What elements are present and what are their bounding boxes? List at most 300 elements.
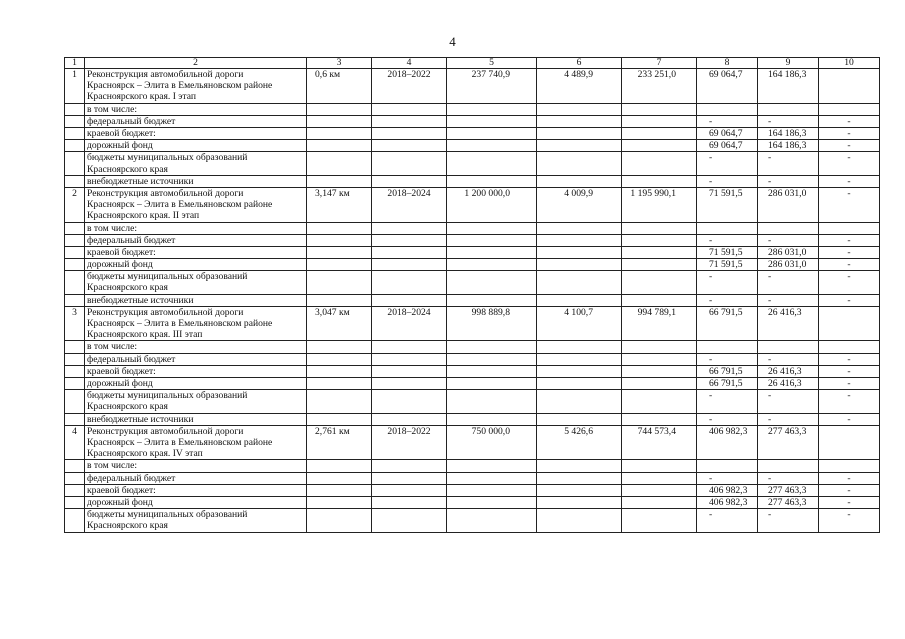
col10-cell: - bbox=[819, 353, 880, 365]
col8-cell: 406 982,3 bbox=[697, 496, 758, 508]
col7-cell bbox=[622, 271, 697, 294]
description-line: Красноярского края. II этап bbox=[87, 210, 200, 222]
col10-cell: - bbox=[819, 152, 880, 175]
col7-cell bbox=[622, 127, 697, 139]
period-cell bbox=[372, 259, 447, 271]
description-line: в том числе: bbox=[87, 222, 138, 234]
total-cost-cell bbox=[447, 378, 537, 390]
col9-cell: - bbox=[758, 152, 819, 175]
col8-cell: 66 791,5 bbox=[697, 365, 758, 377]
col8-cell: 71 591,5 bbox=[697, 246, 758, 258]
col9-cell: 277 463,3 bbox=[758, 484, 819, 496]
description-cell bbox=[85, 365, 307, 377]
col7-cell bbox=[622, 365, 697, 377]
col9-cell: - bbox=[758, 353, 819, 365]
description-cell bbox=[85, 294, 307, 306]
col8-cell: - bbox=[697, 353, 758, 365]
row-number bbox=[65, 509, 85, 532]
description-cell bbox=[85, 341, 307, 353]
col7-cell bbox=[622, 413, 697, 425]
description-cell bbox=[85, 425, 307, 460]
table-row bbox=[65, 353, 880, 365]
col6-cell bbox=[537, 353, 622, 365]
description-line: федеральный бюджет bbox=[87, 472, 176, 484]
period-cell bbox=[372, 472, 447, 484]
col8-cell: 69 064,7 bbox=[697, 140, 758, 152]
period-cell: 2018–2024 bbox=[372, 187, 447, 222]
col6-cell bbox=[537, 127, 622, 139]
col8-cell bbox=[697, 222, 758, 234]
description-line: краевой бюджет: bbox=[87, 246, 156, 258]
header-cell: 1 bbox=[65, 58, 85, 69]
col7-cell bbox=[622, 175, 697, 187]
total-cost-cell bbox=[447, 484, 537, 496]
header-cell: 2 bbox=[85, 58, 307, 69]
col7-cell bbox=[622, 246, 697, 258]
length-cell bbox=[307, 353, 372, 365]
row-number bbox=[65, 152, 85, 175]
description-line: Реконструкция автомобильной дороги bbox=[87, 69, 244, 80]
total-cost-cell bbox=[447, 140, 537, 152]
col6-cell: 5 426,6 bbox=[537, 425, 622, 460]
col8-cell: - bbox=[697, 390, 758, 413]
col7-cell bbox=[622, 496, 697, 508]
period-cell bbox=[372, 271, 447, 294]
col7-cell bbox=[622, 234, 697, 246]
total-cost-cell: 750 000,0 bbox=[447, 425, 537, 460]
header-cell: 6 bbox=[537, 58, 622, 69]
col7-cell bbox=[622, 390, 697, 413]
col8-cell: 406 982,3 bbox=[697, 484, 758, 496]
col10-cell: - bbox=[819, 115, 880, 127]
col9-cell: - bbox=[758, 175, 819, 187]
col8-cell: 71 591,5 bbox=[697, 187, 758, 222]
total-cost-cell bbox=[447, 246, 537, 258]
total-cost-cell bbox=[447, 234, 537, 246]
col10-cell: - bbox=[819, 187, 880, 222]
period-cell bbox=[372, 460, 447, 472]
total-cost-cell bbox=[447, 496, 537, 508]
header-cell: 3 bbox=[307, 58, 372, 69]
description-line: бюджеты муниципальных образований bbox=[87, 509, 248, 521]
length-cell bbox=[307, 103, 372, 115]
description-cell bbox=[85, 140, 307, 152]
col9-cell: - bbox=[758, 472, 819, 484]
length-cell: 3,147 км bbox=[307, 187, 372, 222]
table-row bbox=[65, 187, 880, 222]
row-number bbox=[65, 353, 85, 365]
page-number: 4 bbox=[449, 34, 456, 49]
row-number bbox=[65, 378, 85, 390]
col9-cell: - bbox=[758, 509, 819, 532]
col6-cell bbox=[537, 294, 622, 306]
total-cost-cell: 998 889,8 bbox=[447, 306, 537, 341]
period-cell bbox=[372, 115, 447, 127]
table-row bbox=[65, 140, 880, 152]
period-cell: 2018–2024 bbox=[372, 306, 447, 341]
col6-cell bbox=[537, 341, 622, 353]
length-cell bbox=[307, 496, 372, 508]
description-cell bbox=[85, 378, 307, 390]
table-row bbox=[65, 234, 880, 246]
header-cell: 8 bbox=[697, 58, 758, 69]
col8-cell: 69 064,7 bbox=[697, 69, 758, 104]
col10-cell: - bbox=[819, 175, 880, 187]
col10-cell bbox=[819, 222, 880, 234]
col7-cell bbox=[622, 152, 697, 175]
col6-cell bbox=[537, 460, 622, 472]
description-line: Реконструкция автомобильной дороги bbox=[87, 306, 244, 318]
col9-cell: 164 186,3 bbox=[758, 140, 819, 152]
length-cell bbox=[307, 390, 372, 413]
col10-cell bbox=[819, 69, 880, 104]
length-cell bbox=[307, 115, 372, 127]
period-cell bbox=[372, 353, 447, 365]
row-number bbox=[65, 390, 85, 413]
description-cell bbox=[85, 69, 307, 104]
table-row bbox=[65, 365, 880, 377]
col8-cell: - bbox=[697, 509, 758, 532]
col8-cell: - bbox=[697, 234, 758, 246]
total-cost-cell bbox=[447, 413, 537, 425]
col7-cell bbox=[622, 484, 697, 496]
length-cell: 0,6 км bbox=[307, 69, 372, 104]
header-cell: 4 bbox=[372, 58, 447, 69]
col7-cell bbox=[622, 378, 697, 390]
table-row bbox=[65, 152, 880, 175]
description-line: Красноярского края bbox=[87, 520, 168, 532]
col10-cell bbox=[819, 425, 880, 460]
total-cost-cell bbox=[447, 365, 537, 377]
length-cell bbox=[307, 365, 372, 377]
total-cost-cell: 1 200 000,0 bbox=[447, 187, 537, 222]
col10-cell: - bbox=[819, 378, 880, 390]
col10-cell bbox=[819, 341, 880, 353]
col6-cell bbox=[537, 115, 622, 127]
table-row bbox=[65, 341, 880, 353]
total-cost-cell bbox=[447, 353, 537, 365]
col6-cell bbox=[537, 246, 622, 258]
col8-cell: - bbox=[697, 115, 758, 127]
table-row bbox=[65, 127, 880, 139]
col9-cell: - bbox=[758, 413, 819, 425]
col7-cell bbox=[622, 140, 697, 152]
description-cell bbox=[85, 127, 307, 139]
row-number: 1 bbox=[65, 69, 85, 104]
col6-cell bbox=[537, 378, 622, 390]
table-row bbox=[65, 115, 880, 127]
description-cell bbox=[85, 115, 307, 127]
header-cell: 5 bbox=[447, 58, 537, 69]
period-cell bbox=[372, 413, 447, 425]
total-cost-cell: 237 740,9 bbox=[447, 69, 537, 104]
col7-cell: 994 789,1 bbox=[622, 306, 697, 341]
description-cell bbox=[85, 460, 307, 472]
row-number bbox=[65, 259, 85, 271]
period-cell bbox=[372, 175, 447, 187]
col9-cell: - bbox=[758, 115, 819, 127]
col10-cell: - bbox=[819, 294, 880, 306]
length-cell bbox=[307, 259, 372, 271]
description-line: Красноярск – Элита в Емельяновском районе bbox=[87, 199, 273, 211]
col9-cell: - bbox=[758, 294, 819, 306]
table-row bbox=[65, 103, 880, 115]
row-number bbox=[65, 127, 85, 139]
col8-cell: 69 064,7 bbox=[697, 127, 758, 139]
col6-cell bbox=[537, 484, 622, 496]
table-row bbox=[65, 484, 880, 496]
col7-cell: 233 251,0 bbox=[622, 69, 697, 104]
description-line: дорожный фонд bbox=[87, 378, 153, 390]
period-cell bbox=[372, 246, 447, 258]
length-cell: 2,761 км bbox=[307, 425, 372, 460]
table-row bbox=[65, 246, 880, 258]
table-row bbox=[65, 306, 880, 341]
col8-cell: - bbox=[697, 294, 758, 306]
col9-cell: 286 031,0 bbox=[758, 259, 819, 271]
table-row bbox=[65, 509, 880, 532]
length-cell bbox=[307, 294, 372, 306]
total-cost-cell bbox=[447, 341, 537, 353]
row-number bbox=[65, 341, 85, 353]
col6-cell: 4 489,9 bbox=[537, 69, 622, 104]
length-cell bbox=[307, 234, 372, 246]
length-cell bbox=[307, 472, 372, 484]
description-cell bbox=[85, 472, 307, 484]
col10-cell: - bbox=[819, 390, 880, 413]
total-cost-cell bbox=[447, 259, 537, 271]
header-cell: 9 bbox=[758, 58, 819, 69]
row-number: 3 bbox=[65, 306, 85, 341]
header-cell: 10 bbox=[819, 58, 880, 69]
col9-cell: - bbox=[758, 234, 819, 246]
col6-cell bbox=[537, 413, 622, 425]
col10-cell: - bbox=[819, 271, 880, 294]
period-cell bbox=[372, 294, 447, 306]
period-cell bbox=[372, 140, 447, 152]
col8-cell bbox=[697, 341, 758, 353]
table-row bbox=[65, 271, 880, 294]
col10-cell: - bbox=[819, 127, 880, 139]
header-cell: 7 bbox=[622, 58, 697, 69]
col10-cell: - bbox=[819, 509, 880, 532]
table-row bbox=[65, 460, 880, 472]
description-cell bbox=[85, 246, 307, 258]
description-cell bbox=[85, 484, 307, 496]
total-cost-cell bbox=[447, 222, 537, 234]
col8-cell: 66 791,5 bbox=[697, 306, 758, 341]
col8-cell: - bbox=[697, 413, 758, 425]
description-line: в том числе: bbox=[87, 341, 138, 353]
col9-cell bbox=[758, 222, 819, 234]
col7-cell bbox=[622, 294, 697, 306]
description-line: Красноярского края bbox=[87, 282, 168, 294]
col6-cell bbox=[537, 390, 622, 413]
row-number bbox=[65, 271, 85, 294]
col7-cell bbox=[622, 103, 697, 115]
description-line: Реконструкция автомобильной дороги bbox=[87, 425, 244, 437]
col10-cell bbox=[819, 306, 880, 341]
length-cell bbox=[307, 175, 372, 187]
col9-cell: 26 416,3 bbox=[758, 378, 819, 390]
table-row bbox=[65, 496, 880, 508]
description-line: Красноярского края bbox=[87, 163, 168, 175]
description-line: внебюджетные источники bbox=[87, 413, 194, 425]
period-cell bbox=[372, 484, 447, 496]
period-cell bbox=[372, 496, 447, 508]
col8-cell: - bbox=[697, 175, 758, 187]
description-line: внебюджетные источники bbox=[87, 175, 194, 187]
col9-cell bbox=[758, 341, 819, 353]
total-cost-cell bbox=[447, 509, 537, 532]
description-line: Красноярского края. I этап bbox=[87, 91, 197, 103]
col9-cell: 26 416,3 bbox=[758, 306, 819, 341]
length-cell bbox=[307, 152, 372, 175]
total-cost-cell bbox=[447, 127, 537, 139]
length-cell bbox=[307, 413, 372, 425]
description-line: Реконструкция автомобильной дороги bbox=[87, 187, 244, 199]
table-row bbox=[65, 390, 880, 413]
budget-table bbox=[64, 57, 880, 533]
period-cell bbox=[372, 509, 447, 532]
table-row bbox=[65, 69, 880, 104]
col10-cell: - bbox=[819, 484, 880, 496]
row-number: 2 bbox=[65, 187, 85, 222]
row-number bbox=[65, 413, 85, 425]
total-cost-cell bbox=[447, 271, 537, 294]
length-cell: 3,047 км bbox=[307, 306, 372, 341]
description-line: внебюджетные источники bbox=[87, 294, 194, 306]
row-number bbox=[65, 365, 85, 377]
col9-cell: 286 031,0 bbox=[758, 187, 819, 222]
col7-cell: 744 573,4 bbox=[622, 425, 697, 460]
length-cell bbox=[307, 378, 372, 390]
description-cell bbox=[85, 259, 307, 271]
row-number bbox=[65, 294, 85, 306]
col6-cell bbox=[537, 259, 622, 271]
description-cell bbox=[85, 353, 307, 365]
total-cost-cell bbox=[447, 460, 537, 472]
description-line: краевой бюджет: bbox=[87, 484, 156, 496]
row-number bbox=[65, 460, 85, 472]
table-row bbox=[65, 472, 880, 484]
description-cell bbox=[85, 496, 307, 508]
row-number bbox=[65, 484, 85, 496]
description-cell bbox=[85, 152, 307, 175]
col8-cell bbox=[697, 460, 758, 472]
total-cost-cell bbox=[447, 152, 537, 175]
period-cell bbox=[372, 234, 447, 246]
description-line: краевой бюджет: bbox=[87, 365, 156, 377]
description-line: федеральный бюджет bbox=[87, 234, 176, 246]
col8-cell bbox=[697, 103, 758, 115]
description-line: федеральный бюджет bbox=[87, 115, 176, 127]
col6-cell bbox=[537, 152, 622, 175]
description-line: Красноярского края bbox=[87, 401, 168, 413]
description-line: в том числе: bbox=[87, 103, 138, 115]
row-number bbox=[65, 472, 85, 484]
col6-cell bbox=[537, 472, 622, 484]
col6-cell: 4 100,7 bbox=[537, 306, 622, 341]
col6-cell bbox=[537, 496, 622, 508]
col7-cell bbox=[622, 115, 697, 127]
table-row bbox=[65, 425, 880, 460]
table-header-row bbox=[65, 58, 880, 69]
period-cell bbox=[372, 127, 447, 139]
total-cost-cell bbox=[447, 175, 537, 187]
col7-cell bbox=[622, 472, 697, 484]
period-cell: 2018–2022 bbox=[372, 425, 447, 460]
row-number bbox=[65, 140, 85, 152]
description-cell bbox=[85, 509, 307, 532]
description-line: дорожный фонд bbox=[87, 259, 153, 271]
col10-cell: - bbox=[819, 365, 880, 377]
col9-cell: 164 186,3 bbox=[758, 69, 819, 104]
description-line: бюджеты муниципальных образований bbox=[87, 390, 248, 402]
col10-cell bbox=[819, 460, 880, 472]
description-line: дорожный фонд bbox=[87, 140, 153, 152]
period-cell bbox=[372, 222, 447, 234]
description-cell bbox=[85, 234, 307, 246]
length-cell bbox=[307, 127, 372, 139]
description-line: Красноярск – Элита в Емельяновском районе bbox=[87, 80, 273, 92]
col6-cell bbox=[537, 234, 622, 246]
col6-cell bbox=[537, 365, 622, 377]
table-row bbox=[65, 294, 880, 306]
description-line: федеральный бюджет bbox=[87, 353, 176, 365]
description-line: дорожный фонд bbox=[87, 496, 153, 508]
col7-cell: 1 195 990,1 bbox=[622, 187, 697, 222]
col10-cell: - bbox=[819, 472, 880, 484]
col8-cell: - bbox=[697, 271, 758, 294]
col9-cell: 26 416,3 bbox=[758, 365, 819, 377]
col6-cell bbox=[537, 222, 622, 234]
row-number: 4 bbox=[65, 425, 85, 460]
row-number bbox=[65, 246, 85, 258]
col7-cell bbox=[622, 222, 697, 234]
description-cell bbox=[85, 413, 307, 425]
table-row bbox=[65, 378, 880, 390]
description-line: бюджеты муниципальных образований bbox=[87, 271, 248, 283]
total-cost-cell bbox=[447, 103, 537, 115]
col6-cell: 4 009,9 bbox=[537, 187, 622, 222]
table-row bbox=[65, 413, 880, 425]
length-cell bbox=[307, 222, 372, 234]
description-line: Красноярского края. IV этап bbox=[87, 448, 203, 460]
col7-cell bbox=[622, 353, 697, 365]
col10-cell: - bbox=[819, 496, 880, 508]
description-line: краевой бюджет: bbox=[87, 127, 156, 139]
total-cost-cell bbox=[447, 115, 537, 127]
description-line: в том числе: bbox=[87, 460, 138, 472]
col7-cell bbox=[622, 460, 697, 472]
description-cell bbox=[85, 271, 307, 294]
period-cell bbox=[372, 152, 447, 175]
col7-cell bbox=[622, 341, 697, 353]
length-cell bbox=[307, 509, 372, 532]
col9-cell: 277 463,3 bbox=[758, 496, 819, 508]
row-number bbox=[65, 222, 85, 234]
length-cell bbox=[307, 460, 372, 472]
length-cell bbox=[307, 484, 372, 496]
col6-cell bbox=[537, 140, 622, 152]
col9-cell: - bbox=[758, 390, 819, 413]
period-cell bbox=[372, 378, 447, 390]
description-line: Красноярского края. III этап bbox=[87, 329, 203, 341]
col9-cell: 286 031,0 bbox=[758, 246, 819, 258]
description-cell bbox=[85, 103, 307, 115]
description-cell bbox=[85, 187, 307, 222]
